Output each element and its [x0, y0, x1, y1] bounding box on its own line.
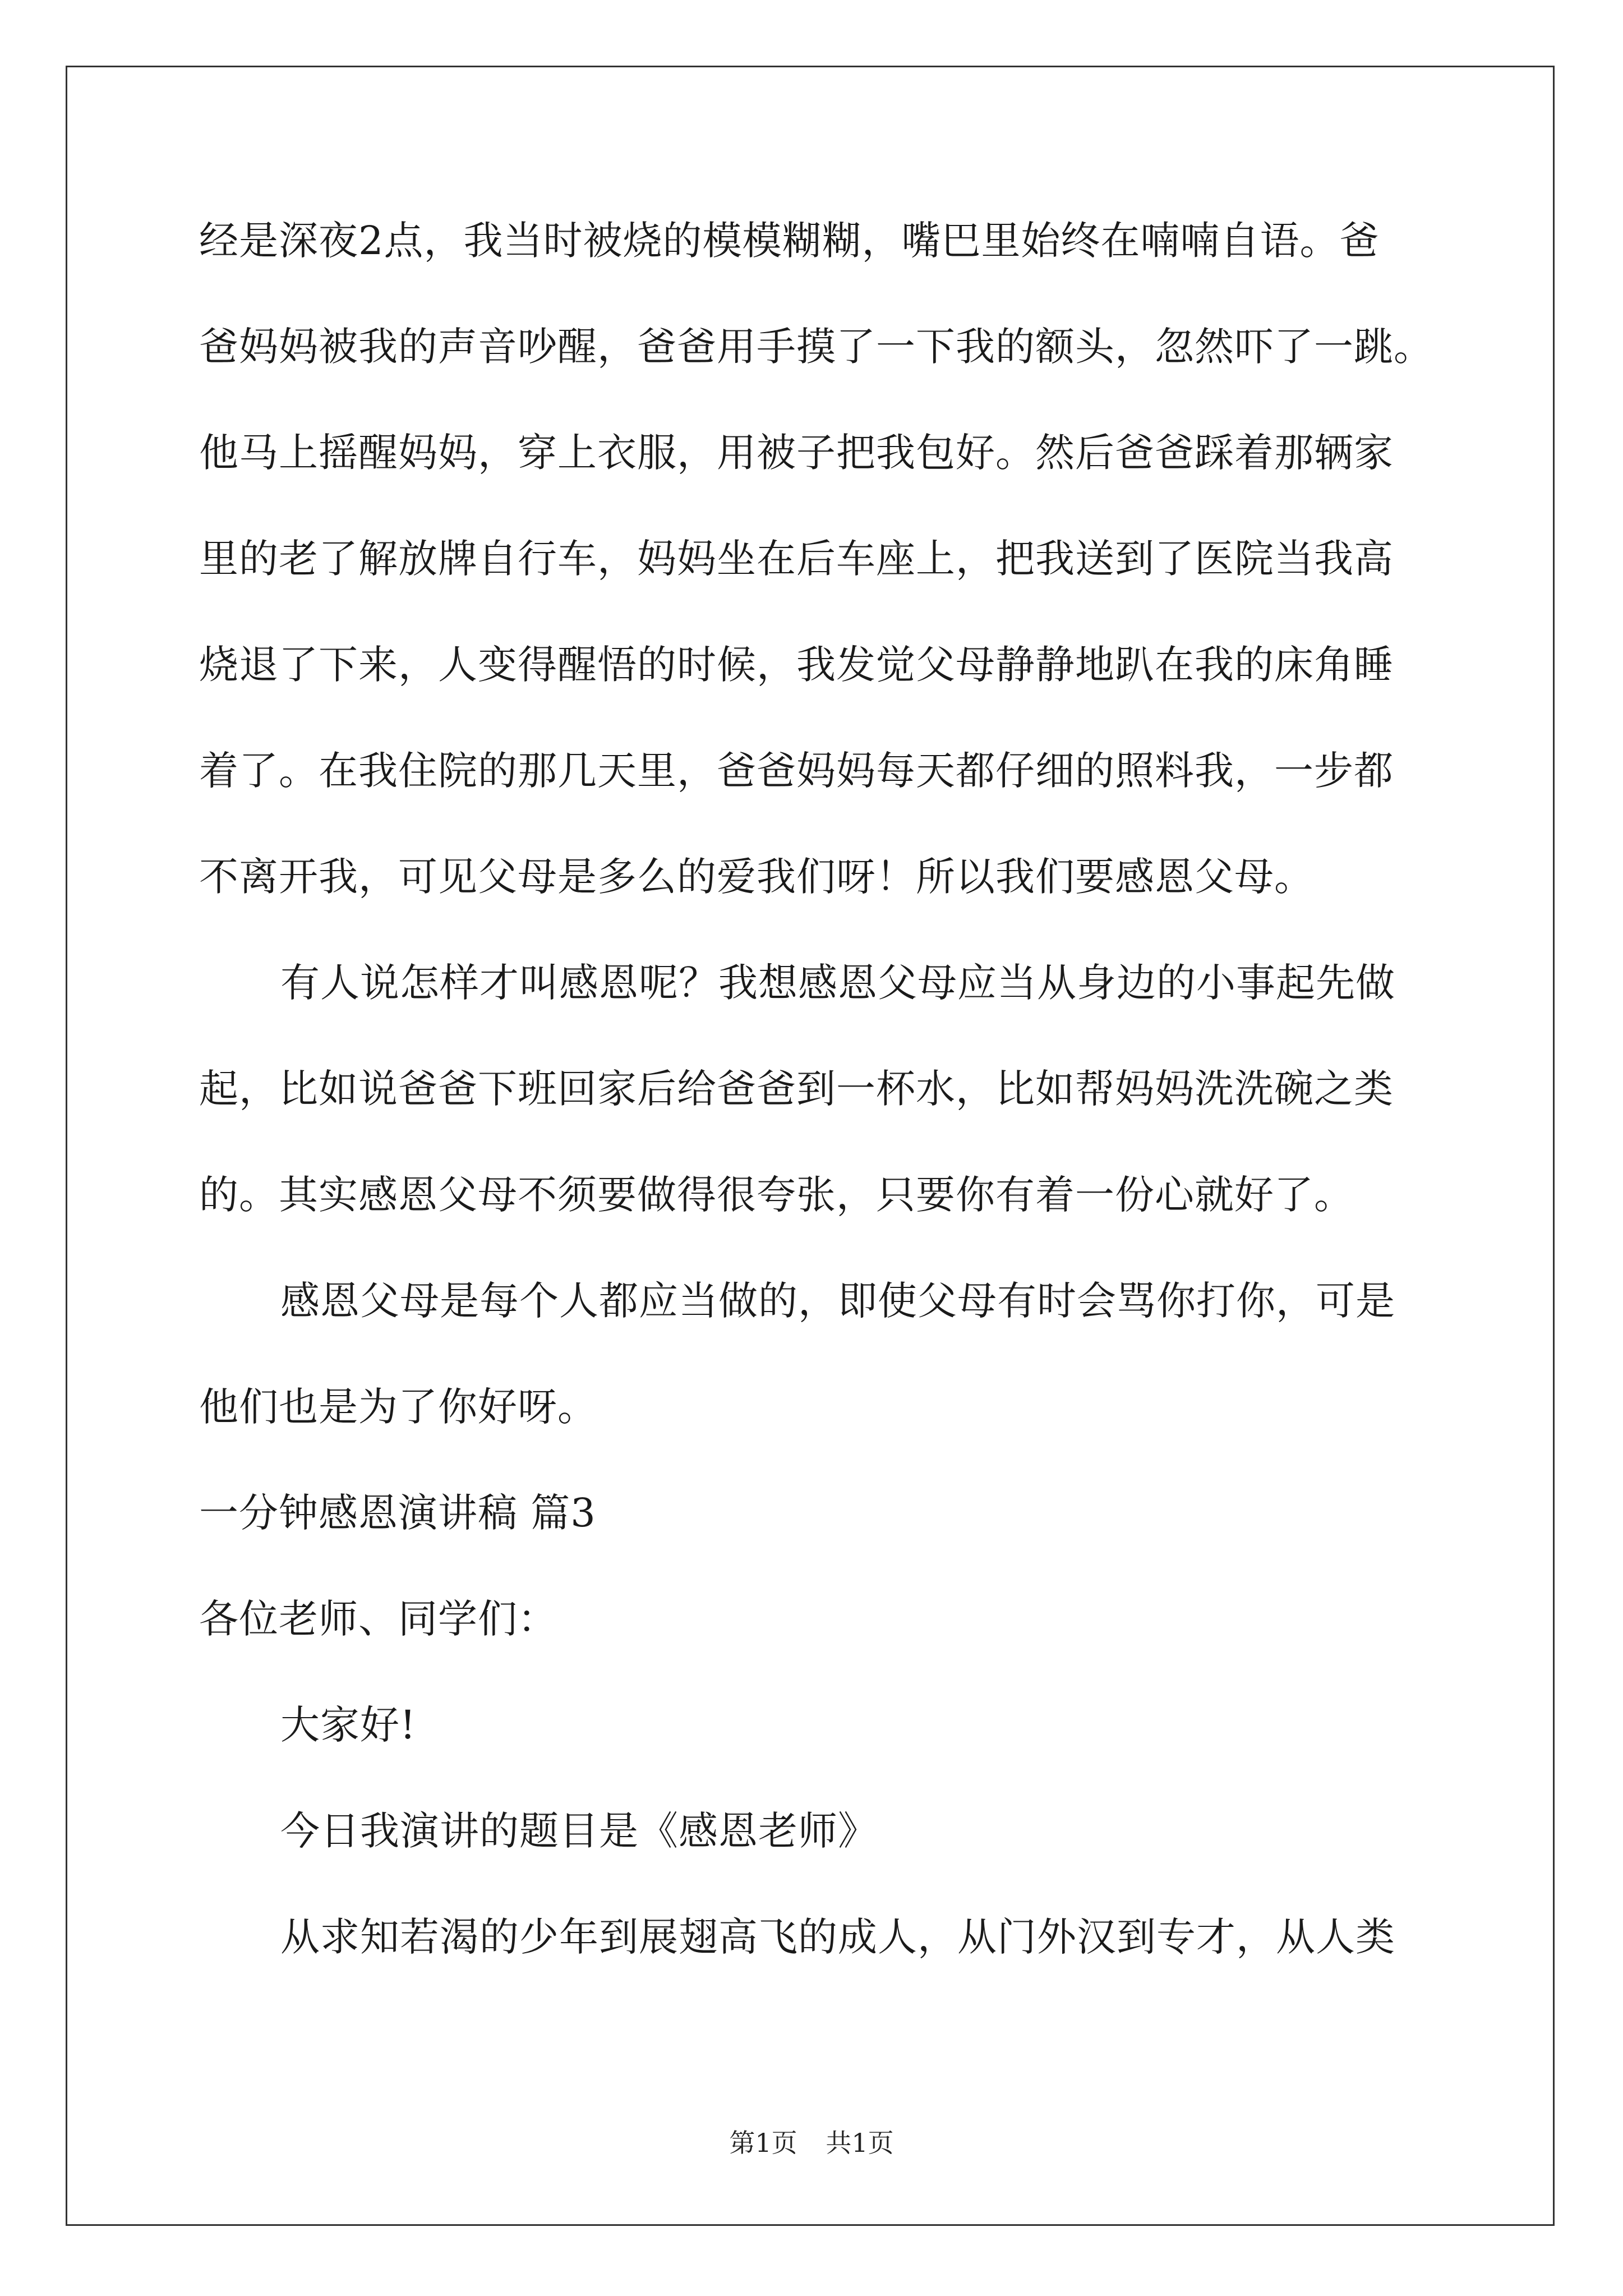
- text-line: 从求知若渴的少年到展翅高飞的成人，从门外汉到专才，从人类: [280, 1914, 1395, 1960]
- text-line: 着了。在我住院的那几天里，爸爸妈妈每天都仔细的照料我，一步都: [199, 748, 1394, 794]
- text-line: 有人说怎样才叫感恩呢？我想感恩父母应当从身边的小事起先做: [280, 960, 1395, 1006]
- text-line: 他马上摇醒妈妈，穿上衣服，用被子把我包好。然后爸爸踩着那辆家: [199, 430, 1394, 476]
- text-line: 烧退了下来，人变得醒悟的时候，我发觉父母静静地趴在我的床角睡: [199, 642, 1394, 688]
- document-body: [199, 215, 1433, 2017]
- text-line: 里的老了解放牌自行车，妈妈坐在后车座上，把我送到了医院当我高: [199, 536, 1394, 582]
- text-line: 经是深夜2点，我当时被烧的模模糊糊，嘴巴里始终在喃喃自语。爸: [199, 218, 1380, 264]
- greeting: 大家好!: [280, 1702, 417, 1748]
- page-number-total: 共1页: [826, 2128, 894, 2158]
- speech-title-line: 今日我演讲的题目是《感恩老师》: [280, 1808, 878, 1854]
- text-line: 爸妈妈被我的声音吵醒，爸爸用手摸了一下我的额头，忽然吓了一跳。: [199, 324, 1433, 370]
- salutation: 各位老师、同学们：: [199, 1596, 557, 1642]
- text-line: 感恩父母是每个人都应当做的，即使父母有时会骂你打你，可是: [280, 1278, 1395, 1324]
- text-line: 不离开我，可见父母是多么的爱我们呀！所以我们要感恩父母。: [199, 854, 1314, 900]
- section-heading: 一分钟感恩演讲稿 篇3: [199, 1490, 596, 1536]
- text-line: 的。其实感恩父母不须要做得很夸张，只要你有着一份心就好了。: [199, 1172, 1354, 1218]
- text-line: 他们也是为了你好呀。: [199, 1384, 597, 1430]
- page-number-current: 第1页: [729, 2128, 797, 2158]
- page-footer: [0, 2126, 1623, 2160]
- text-line: 起，比如说爸爸下班回家后给爸爸到一杯水，比如帮妈妈洗洗碗之类: [199, 1066, 1394, 1112]
